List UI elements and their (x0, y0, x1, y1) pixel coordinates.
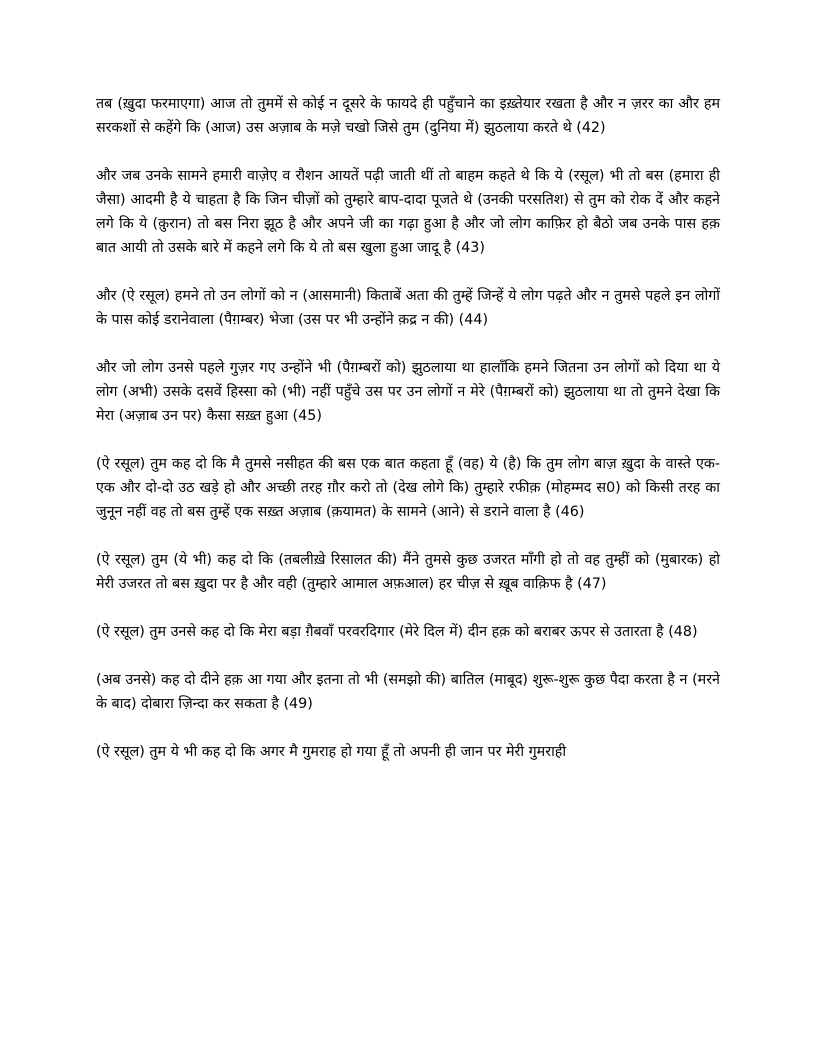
verse-paragraph-45: और जो लोग उनसे पहले गुज़र गए उन्होंने भी (पैग़म्बरों को) झुठलाया था हालाँकि हमने जितना उन लोगों को दिया था ये लोग (अभी) उसके दसवें हिस्सा को (भी) नहीं पहुँचे उस पर उन लोगों न मेरे (पैग़म्बरों को) झुठलाया था तो तुमने देखा कि मेरा (अज़ाब उन पर) कैसा सख़्त हुआ (45) (96, 360, 720, 424)
verse-paragraph-43: और जब उनके सामने हमारी वाज़ेए व रौशन आयतें पढ़ी जाती थीं तो बाहम कहते थे कि ये (रसूल) भी तो बस (हमारा ही जैसा) आदमी है ये चाहता है कि जिन चीज़ों को तुम्हारे बाप-दादा पूजते थे (उनकी परसतिश) से तुम को रोक दें और कहने लगे कि ये (क़ुरान) तो बस निरा झूठ है और अपने जी का गढ़ा हुआ है और जो लोग काफ़िर हो बैठो जब उनके पास हक़ बात आयी तो उसके बारे में कहने लगे कि ये तो बस खुला हुआ जादू है (43) (96, 168, 720, 256)
verse-paragraph-48: (ऐ रसूल) तुम उनसे कह दो कि मेरा बड़ा ग़ैबवाँ परवरदिगार (मेरे दिल में) दीन हक़ को बराबर ऊपर से उतारता है (48) (96, 624, 698, 640)
verse-paragraph-46: (ऐ रसूल) तुम कह दो कि मै तुमसे नसीहत की बस एक बात कहता हूँ (वह) ये (है) कि तुम लोग बाज़ ख़ुदा के वास्ते एक-एक और दो-दो उठ खड़े हो और अच्छी तरह ग़ौर करो तो (देख लोगे कि) तुम्हारे रफीक़ (मोहम्मद स0) को किसी तरह का जुनून नहीं वह तो बस तुम्हें एक सख़्त अज़ाब (क़यामत) के सामने (आने) से डराने वाला है (46) (96, 456, 720, 520)
verse-paragraph-47: (ऐ रसूल) तुम (ये भी) कह दो कि (तबलीख़े रिसालत की) मैंने तुमसे कुछ उजरत माँगी हो तो वह तुम्हीं को (मुबारक) हो मेरी उजरत तो बस ख़ुदा पर है और वही (तुम्हारे आमाल अफ़आल) हर चीज़ से ख़ूब वाक़िफ है (47) (96, 552, 720, 592)
verse-paragraph-42: तब (ख़ुदा फरमाएगा) आज तो तुममें से कोई न दूसरे के फायदे ही पहुँचाने का इख़्तेयार रखता है और न ज़रर का और हम सरकशों से कहेंगे कि (आज) उस अज़ाब के मज़े चखो जिसे तुम (दुनिया में) झुठलाया करते थे (42) (96, 96, 720, 136)
document-page (96, 92, 720, 788)
verse-paragraph-49: (अब उनसे) कह दो दीने हक़ आ गया और इतना तो भी (समझो की) बातिल (माबूद) शुरू-शुरू कुछ पैदा करता है न (मरने के बाद) दोबारा ज़िन्दा कर सकता है (49) (96, 672, 720, 712)
verse-paragraph-50-partial: (ऐ रसूल) तुम ये भी कह दो कि अगर मै गुमराह हो गया हूँ तो अपनी ही जान पर मेरी गुमराही (96, 744, 567, 760)
verse-paragraph-44: और (ऐ रसूल) हमने तो उन लोगों को न (आसमानी) किताबें अता की तुम्हें जिन्हें ये लोग पढ़ते और न तुमसे पहले इन लोगों के पास कोई डरानेवाला (पैग़म्बर) भेजा (उस पर भी उन्होंने क़द्र न की) (44) (96, 288, 720, 328)
